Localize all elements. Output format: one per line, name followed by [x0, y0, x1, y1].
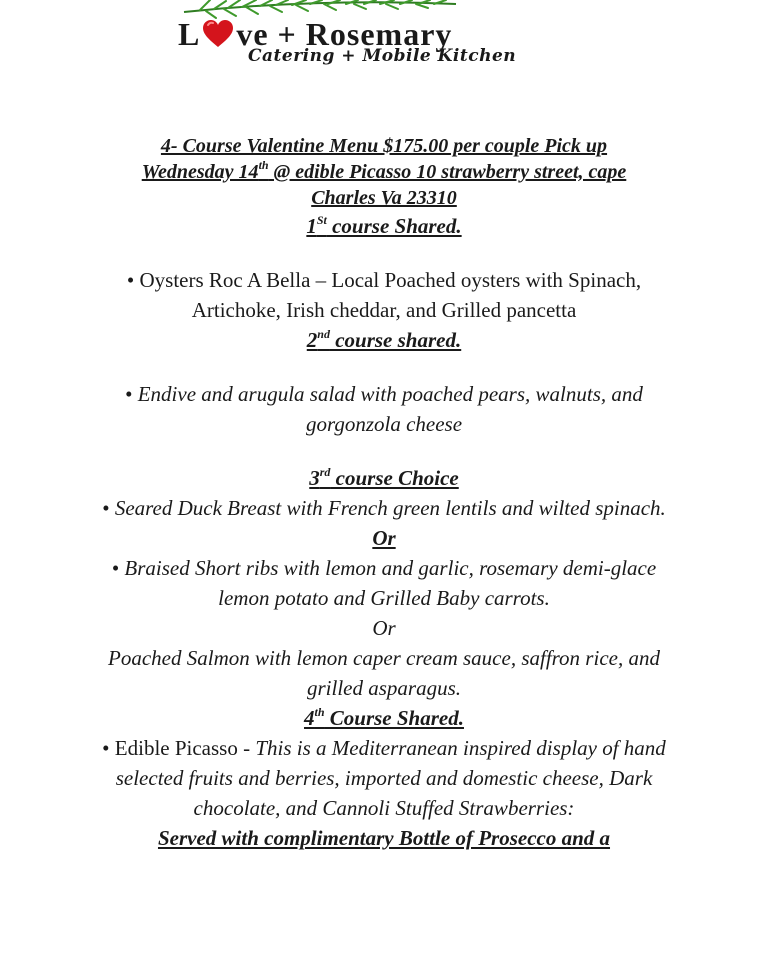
intro-line	[100, 159, 668, 185]
course-superscript: St	[316, 213, 327, 227]
course-title: course shared.	[329, 328, 462, 352]
course-4-item	[100, 733, 668, 823]
intro-line: Charles Va 23310	[311, 187, 457, 209]
course-title: course Choice	[330, 466, 459, 490]
brand-logo	[170, 0, 570, 80]
course-number: 1	[306, 214, 317, 238]
course-title: Course Shared.	[324, 706, 464, 730]
course-number: 3	[309, 466, 320, 490]
valentine-menu	[100, 133, 668, 853]
course-1-item: • Oysters Roc A Bella – Local Poached oysters with Spinach, Artichoke, Irish cheddar, and Grilled pancetta	[100, 265, 668, 325]
course-1-heading	[100, 211, 668, 241]
closing-note: Served with complimentary Bottle of Prosecco and a	[157, 826, 611, 850]
course-2-heading	[100, 325, 668, 355]
course-3-option-3: Poached Salmon with lemon caper cream sauce, saffron rice, and grilled asparagus.	[108, 646, 660, 700]
course-superscript: th	[314, 705, 325, 719]
course-3-or-1: Or	[372, 526, 396, 550]
course-superscript: rd	[319, 465, 331, 479]
course-4-heading	[100, 703, 668, 733]
course-superscript: nd	[317, 327, 330, 341]
course-4-item-description: This is a Mediterranean inspired display of hand selected fruits and berries, imported and domestic cheese, Dark chocolate, and Cannoli Stuffed Strawberries:	[115, 736, 666, 820]
course-3-heading	[100, 463, 668, 493]
course-4-item-name: Edible Picasso -	[114, 736, 251, 760]
brand-name-part: L	[178, 16, 201, 52]
course-2-item: • Endive and arugula salad with poached pears, walnuts, and gorgonzola cheese	[100, 379, 668, 439]
intro-text: Wednesday 14	[141, 161, 259, 183]
menu-intro	[100, 133, 668, 211]
course-3-option-2: • Braised Short ribs with lemon and garlic, rosemary demi-glace lemon potato and Grilled Baby carrots.	[100, 553, 668, 613]
course-title: course Shared.	[326, 214, 462, 238]
intro-superscript: th	[258, 158, 269, 172]
course-number: 2	[306, 328, 318, 352]
brand-name-part: ve + Rosemary	[236, 16, 453, 52]
heart-icon	[201, 19, 235, 49]
course-3-or-2: Or	[372, 616, 396, 640]
course-3-option-1: • Seared Duck Breast with French green lentils and wilted spinach.	[100, 493, 668, 523]
intro-text: @ edible Picasso 10 strawberry street, cape	[268, 161, 627, 183]
intro-line: 4- Course Valentine Menu $175.00 per couple Pick up	[160, 135, 608, 157]
brand-tagline: Catering + Mobile Kitchen	[248, 46, 517, 66]
course-number: 4	[304, 706, 315, 730]
